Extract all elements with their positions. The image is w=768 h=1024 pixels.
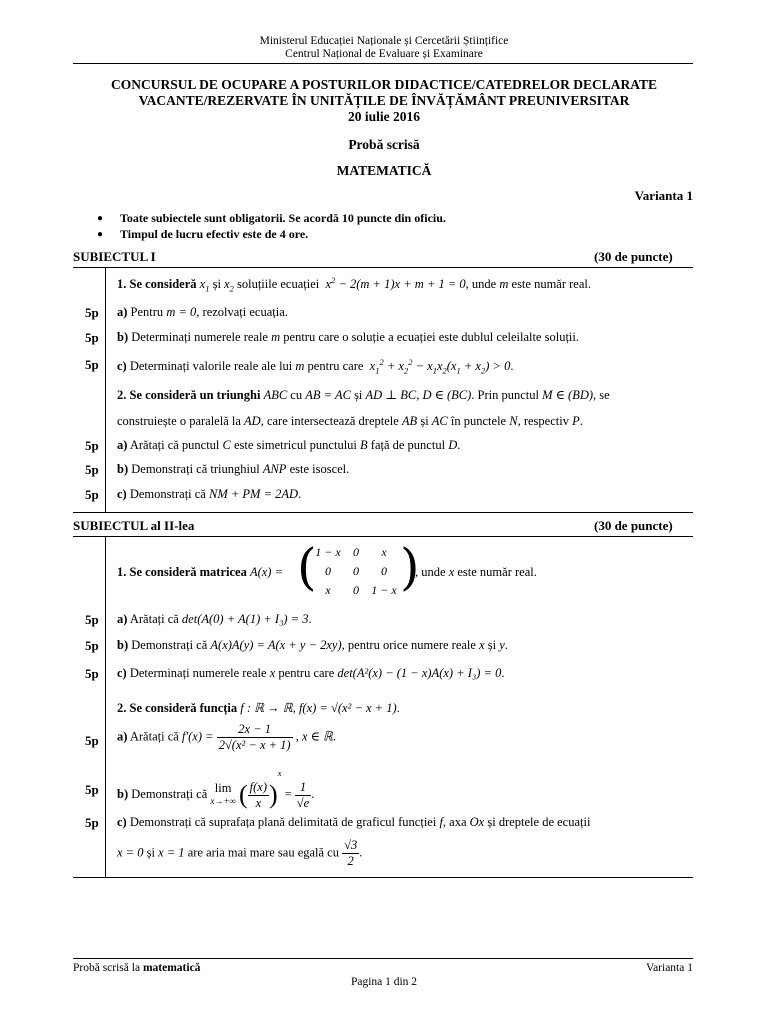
points-label: 5p bbox=[85, 330, 99, 345]
section1-title: SUBIECTUL I bbox=[73, 249, 156, 264]
s1-p1c: c) Determinați valorile reale ale lui m pentru care $x_1^2 + x_2^2 - x_1x_2(x_1 + x_2) > 0$. bbox=[117, 357, 514, 376]
s2-p1c: c) Determinați numerele reale x pentru care det(A²(x) − (1 − x)A(x) + I₃) = 0. bbox=[117, 666, 505, 680]
s2-problem1-intro-a: 1. Se consideră matricea A(x) = bbox=[117, 565, 284, 579]
title-line2: VACANTE/REZERVATE ÎN UNITĂȚILE DE ÎNVĂȚĂMÂNT PREUNIVERSITAR bbox=[138, 93, 630, 108]
section1-points: (30 de puncte) bbox=[594, 249, 673, 264]
section2-margin-rule bbox=[105, 536, 106, 878]
matrix: 1 − x 0 x 0 0 0 x 0 1 − x bbox=[315, 545, 397, 597]
points-label: 5p bbox=[85, 305, 99, 320]
footer-page-number: Pagina 1 din 2 bbox=[350, 976, 418, 988]
section2-top-rule bbox=[73, 536, 693, 537]
s1-p1b: b) Determinați numerele reale m pentru care o soluție a ecuației este dublul celeilalte soluții. bbox=[117, 330, 579, 344]
points-label: 5p bbox=[85, 666, 99, 681]
variant-label: Varianta 1 bbox=[634, 188, 693, 203]
section2-title: SUBIECTUL al II-lea bbox=[73, 518, 195, 533]
points-label: 5p bbox=[85, 357, 99, 372]
instruction-1: Toate subiectele sunt obligatorii. Se acordă 10 puncte din oficiu. bbox=[120, 211, 446, 225]
footer-left: Probă scrisă la matematică bbox=[73, 962, 201, 974]
s1-problem2-intro: 2. Se consideră un triunghi ABC cu AB = AC și AD ⊥ BC, D ∈ (BC). Prin punctul M ∈ (BD), se bbox=[117, 388, 610, 402]
points-label: 5p bbox=[85, 782, 99, 797]
area-fraction: $\frac{√3}{2}$ bbox=[344, 838, 358, 868]
s2-p2c-cont: x = 0 și x = 1 are aria mai mare sau egală cu $\frac{√3}{2}$ . bbox=[117, 838, 363, 868]
bullet-icon: ● bbox=[97, 213, 104, 224]
matrix-right-paren: ) bbox=[400, 538, 420, 596]
s2-p2b: b) Demonstrați că lim x→+∞ ( $\frac{f(x)}{x}$ )$^x$ = $\frac{1}{√e}$ . bbox=[117, 768, 315, 810]
exam-date: 20 iulie 2016 bbox=[347, 109, 420, 124]
section1-margin-rule bbox=[105, 267, 106, 513]
points-label: 5p bbox=[85, 487, 99, 502]
instruction-2: Timpul de lucru efectiv este de 4 ore. bbox=[120, 227, 309, 241]
s2-problem2-intro: 2. Se consideră funcția f : ℝ → ℝ, f(x) = √(x² − x + 1). bbox=[117, 701, 400, 715]
center-header: Centrul Național de Evaluare și Examinare bbox=[285, 48, 483, 60]
limit-operator: lim x→+∞ bbox=[210, 781, 236, 807]
s2-p1a: a) Arătați că det(A(0) + A(1) + I₃) = 3. bbox=[117, 612, 312, 626]
exam-subject: MATEMATICĂ bbox=[336, 163, 432, 178]
section2-bottom-rule bbox=[73, 877, 693, 878]
footer-variant: Varianta 1 bbox=[646, 962, 693, 974]
points-label: 5p bbox=[85, 462, 99, 477]
limit-result-fraction: $\frac{1}{√e}$ bbox=[296, 779, 310, 810]
s2-p1b: b) Demonstrați că A(x)A(y) = A(x + y − 2xy), pentru orice numere reale x și y. bbox=[117, 638, 508, 652]
footer-divider bbox=[73, 958, 693, 959]
matrix-left-paren: ( bbox=[297, 538, 317, 596]
title-line1: CONCURSUL DE OCUPARE A POSTURILOR DIDACTICE/CATEDRELOR DECLARATE bbox=[110, 77, 658, 92]
s2-p2c: c) Demonstrați că suprafața plană delimitată de graficul funcției f, axa Ox și dreptele de ecuații bbox=[117, 815, 591, 829]
s2-p2a: a) Arătați că f′(x) = $\frac{2x - 1}{\text{2√(x² − x + 1)}}$ , x ∈ ℝ. bbox=[117, 722, 337, 752]
s2-problem1-intro-b: , unde x este număr real. bbox=[415, 565, 537, 579]
header-divider bbox=[73, 63, 693, 64]
bullet-icon: ● bbox=[97, 229, 104, 240]
s1-p2c: c) Demonstrați că NM + PM = 2AD. bbox=[117, 487, 302, 501]
ministry-header: Ministerul Educației Naționale și Cercetării Științifice bbox=[259, 35, 509, 47]
points-label: 5p bbox=[85, 612, 99, 627]
exam-type: Probă scrisă bbox=[348, 137, 420, 152]
section2-points: (30 de puncte) bbox=[594, 518, 673, 533]
s1-p2a: a) Arătați că punctul C este simetricul punctului B față de punctul D. bbox=[117, 438, 461, 452]
points-label: 5p bbox=[85, 815, 99, 830]
section1-top-rule bbox=[73, 267, 693, 268]
section1-bottom-rule bbox=[73, 512, 693, 513]
limit-fraction: $\frac{f(x)}{x}$ bbox=[249, 779, 268, 810]
points-label: 5p bbox=[85, 733, 99, 748]
points-label: 5p bbox=[85, 638, 99, 653]
s1-problem1-intro: 1. Se consideră $x_1$ și $x_2$ soluțiile ecuației $x^2 - 2(m + 1)x + m + 1 = 0$, unde m este număr real. bbox=[117, 275, 591, 294]
points-label: 5p bbox=[85, 438, 99, 453]
s1-problem2-intro-cont: construiește o paralelă la AD, care intersectează dreptele AB și AC în punctele N, respectiv P. bbox=[117, 414, 583, 428]
fprime-fraction: $\frac{2x - 1}{\text{2√(x² − x + 1)}}$ bbox=[218, 722, 291, 752]
s1-p1a: a) Pentru m = 0, rezolvați ecuația. bbox=[117, 305, 288, 319]
s1-p2b: b) Demonstrați că triunghiul ANP este isoscel. bbox=[117, 462, 350, 476]
